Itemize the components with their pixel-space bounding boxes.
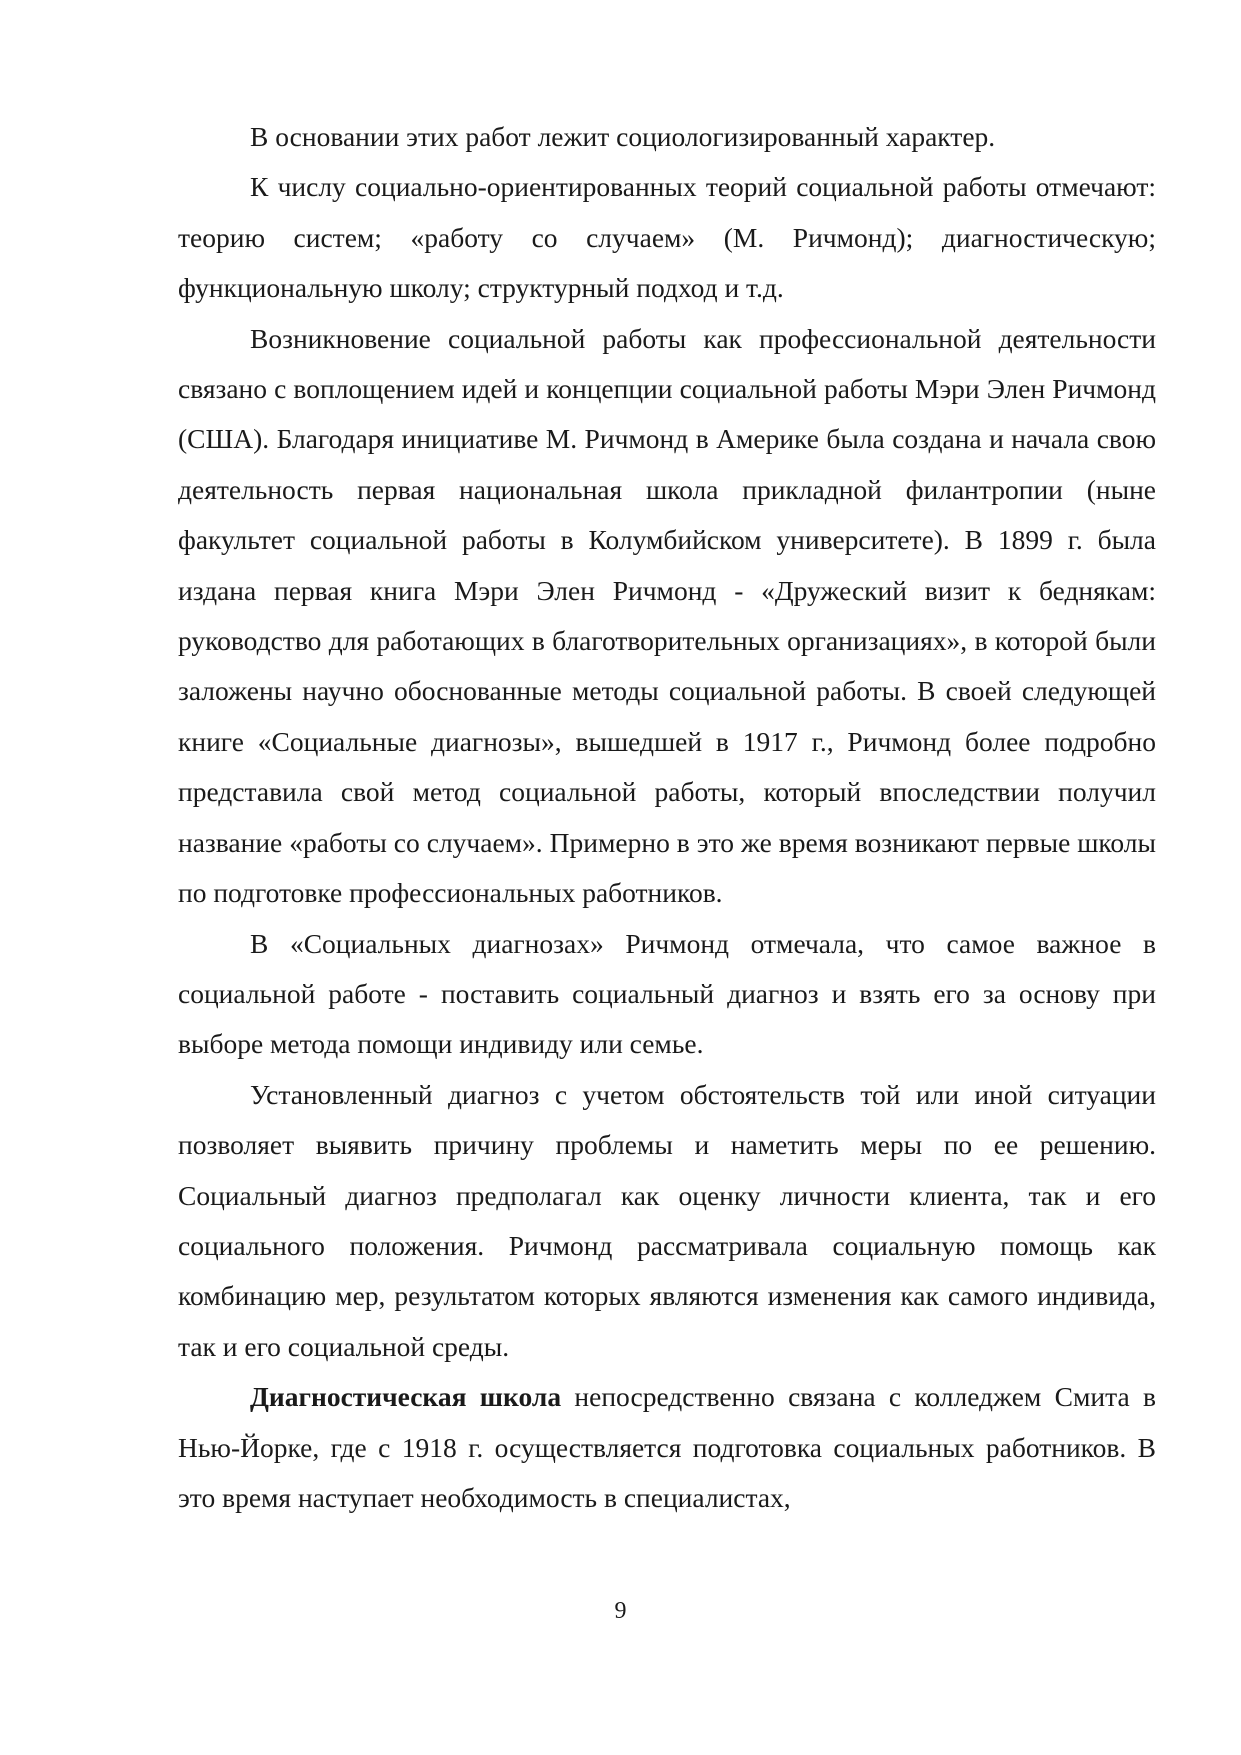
paragraph-3 (178, 314, 1156, 919)
paragraph-5-text: Установленный диагноз с учетом обстоятельств той или иной ситуации позволяет выявить причину проблемы и наметить меры по ее решению. Социальный диагноз предполагал как оценку личности клиента, так и его социального положения. Ричмонд рассматривала социальную помощь как комбинацию мер, результатом которых являются изменения как самого индивида, так и его социальной среды. (178, 1078, 1156, 1362)
paragraph-3-text: Возникновение социальной работы как профессиональной деятельности связано с воплощением идей и концепции социальной работы Мэри Элен Ричмонд (США). Благодаря инициативе М. Ричмонд в Америке была создана и начала свою деятельность первая национальная школа прикладной филантропии (ныне факультет социальной работы в Колумбийском университете). В 1899 г. была издана первая книга Мэри Элен Ричмонд - «Дружеский визит к беднякам: руководство для работающих в благотворительных организациях», в которой были заложены научно обоснованные методы социальной работы. В своей следующей книге «Социальные диагнозы», вышедшей в 1917 г., Ричмонд более подробно представила свой метод социальной работы, который впоследствии получил название «работы со случаем». Примерно в это же время возникают первые школы по подготовке профессиональных работников. (178, 322, 1156, 909)
page-number: 9 (614, 1598, 627, 1624)
document-body (178, 112, 1156, 1523)
paragraph-4-text: В «Социальных диагнозах» Ричмонд отмечала, что самое важное в социальной работе - поставить социальный диагноз и взять его за основу при выборе метода помощи индивиду или семье. (178, 927, 1156, 1060)
diagnostic-school-heading: Диагностическая школа (250, 1381, 562, 1413)
paragraph-2-text: К числу социально-ориентированных теорий социальной работы отмечают: теорию систем; «работу со случаем» (М. Ричмонд); диагностическую; функциональную школу; структурный подход и т.д. (178, 171, 1156, 304)
paragraph-1-text: В основании этих работ лежит социологизированный характер. (250, 121, 996, 152)
paragraph-6 (178, 1372, 1156, 1523)
paragraph-6-text: непосредственно связана с колледжем Смита в Нью-Йорке, где с 1918 г. осуществляется подготовка социальных работников. В это время наступает необходимость в специалистах, (178, 1381, 1156, 1513)
paragraph-2 (178, 162, 1156, 313)
paragraph-4 (178, 919, 1156, 1070)
paragraph-5 (178, 1070, 1156, 1372)
paragraph-1 (178, 112, 1156, 162)
